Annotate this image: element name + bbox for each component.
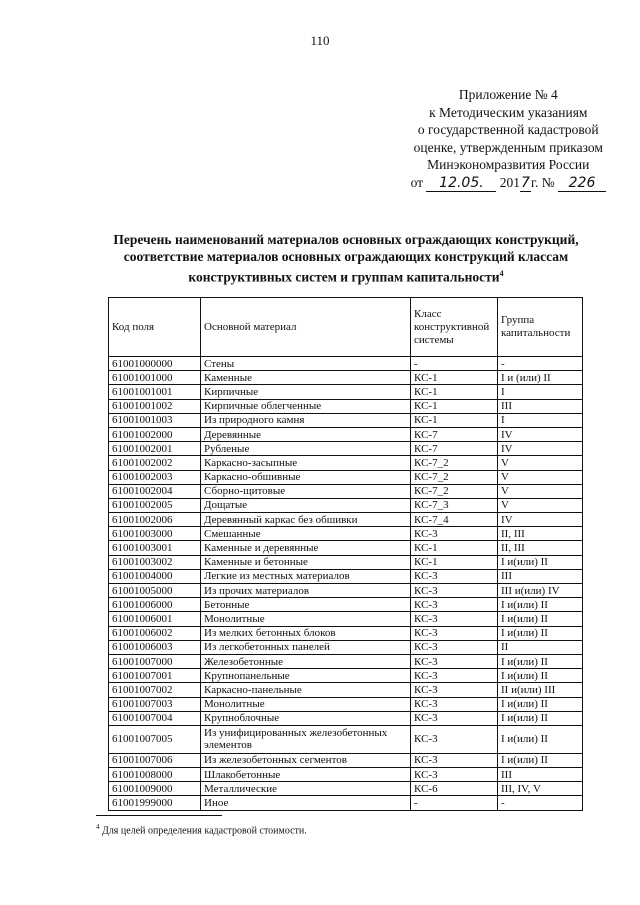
cell-class: КС-1 [411, 555, 498, 569]
cell-class: КС-3 [411, 669, 498, 683]
cell-code: 61001003002 [109, 555, 201, 569]
cell-class: КС-1 [411, 541, 498, 555]
cell-group: III, IV, V [498, 782, 583, 796]
cell-class: КС-3 [411, 527, 498, 541]
table-row [109, 598, 583, 612]
table-row [109, 683, 583, 697]
table-row [109, 640, 583, 654]
footnote-marker: 4 [96, 823, 100, 831]
title-text: Перечень наименований материалов основных ограждающих конструкций, соответствие материалов основных ограждающих конструкций классам конструктивных систем и группам капитальности [113, 232, 579, 285]
handwritten-date: 12.05. [426, 176, 496, 192]
cell-group: V [498, 470, 583, 484]
header-class: Класс конструктивной системы [411, 298, 498, 357]
cell-group: I и(или) II [498, 654, 583, 668]
cell-group: III [498, 569, 583, 583]
cell-code: 61001006001 [109, 612, 201, 626]
cell-material: Сборно-щитовые [201, 484, 411, 498]
number-prefix: г. № [530, 174, 555, 190]
table-row [109, 527, 583, 541]
cell-material: Каркасно-засыпные [201, 456, 411, 470]
cell-group: - [498, 796, 583, 810]
table-row [109, 399, 583, 413]
table-row [109, 711, 583, 725]
table-row [109, 753, 583, 767]
cell-class: КС-7_2 [411, 456, 498, 470]
cell-class: КС-7_2 [411, 484, 498, 498]
cell-code: 61001002004 [109, 484, 201, 498]
cell-code: 61001002005 [109, 498, 201, 512]
cell-material: Железобетонные [201, 654, 411, 668]
cell-code: 61001007006 [109, 753, 201, 767]
materials-table [108, 297, 583, 811]
cell-material: Иное [201, 796, 411, 810]
cell-code: 61001002001 [109, 442, 201, 456]
cell-class: КС-7 [411, 442, 498, 456]
cell-class: КС-3 [411, 768, 498, 782]
cell-code: 61001007004 [109, 711, 201, 725]
cell-material: Смешанные [201, 527, 411, 541]
cell-class: КС-1 [411, 413, 498, 427]
cell-material: Каркасно-обшивные [201, 470, 411, 484]
cell-code: 61001002002 [109, 456, 201, 470]
appendix-line: оценке, утвержденным приказом [413, 139, 603, 155]
handwritten-number: 226 [558, 176, 606, 192]
table-row [109, 697, 583, 711]
cell-material: Из железобетонных сегментов [201, 753, 411, 767]
cell-group: II, III [498, 541, 583, 555]
table-row [109, 413, 583, 427]
cell-material: Рубленые [201, 442, 411, 456]
cell-group: I и(или) II [498, 725, 583, 753]
cell-material: Каменные и деревянные [201, 541, 411, 555]
table-row [109, 371, 583, 385]
cell-class: КС-1 [411, 371, 498, 385]
footnote [96, 823, 307, 836]
cell-class: КС-7_2 [411, 470, 498, 484]
page-number: 110 [310, 33, 330, 48]
cell-group: I и (или) II [498, 371, 583, 385]
table-row [109, 513, 583, 527]
cell-group: I и(или) II [498, 669, 583, 683]
cell-material: Стены [201, 357, 411, 371]
appendix-line: о государственной кадастровой [417, 122, 599, 137]
cell-code: 61001006002 [109, 626, 201, 640]
table-row [109, 357, 583, 371]
cell-class: КС-3 [411, 584, 498, 598]
cell-group: I и(или) II [498, 612, 583, 626]
cell-group: IV [498, 427, 583, 441]
cell-group: I и(или) II [498, 555, 583, 569]
table-row [109, 484, 583, 498]
cell-group: IV [498, 513, 583, 527]
appendix-block [411, 86, 606, 192]
cell-code: 61001001000 [109, 371, 201, 385]
cell-group: I и(или) II [498, 697, 583, 711]
cell-code: 61001006000 [109, 598, 201, 612]
cell-material: Кирпичные [201, 385, 411, 399]
cell-code: 61001001001 [109, 385, 201, 399]
cell-class: КС-3 [411, 569, 498, 583]
table-row [109, 584, 583, 598]
cell-material: Крупноблочные [201, 711, 411, 725]
footnote-text: Для целей определения кадастровой стоимости. [102, 825, 307, 837]
cell-group: III и(или) IV [498, 584, 583, 598]
cell-group: I [498, 413, 583, 427]
cell-group: III [498, 399, 583, 413]
cell-group: I и(или) II [498, 711, 583, 725]
cell-class: КС-3 [411, 683, 498, 697]
cell-class: - [411, 796, 498, 810]
cell-group: I и(или) II [498, 753, 583, 767]
handwritten-year: 7 [521, 174, 530, 191]
table-row [109, 541, 583, 555]
cell-group: I [498, 385, 583, 399]
table-header-row [109, 298, 583, 357]
appendix-line: к Методическим указаниям [429, 104, 588, 120]
cell-class: КС-6 [411, 782, 498, 796]
cell-material: Из унифицированных железобетонных элементов [201, 725, 411, 753]
cell-code: 61001001003 [109, 413, 201, 427]
date-prefix: от [410, 174, 424, 190]
cell-code: 61001007000 [109, 654, 201, 668]
cell-class: КС-7 [411, 427, 498, 441]
cell-code: 61001008000 [109, 768, 201, 782]
table-row [109, 442, 583, 456]
cell-class: КС-3 [411, 626, 498, 640]
cell-class: КС-1 [411, 385, 498, 399]
cell-class: КС-1 [411, 399, 498, 413]
appendix-date-line [411, 174, 606, 192]
cell-class: - [411, 357, 498, 371]
cell-class: КС-3 [411, 654, 498, 668]
document-title [96, 231, 596, 286]
cell-code: 61001007002 [109, 683, 201, 697]
cell-group: IV [498, 442, 583, 456]
table-row [109, 385, 583, 399]
cell-group: I и(или) II [498, 626, 583, 640]
cell-code: 61001002000 [109, 427, 201, 441]
cell-class: КС-3 [411, 612, 498, 626]
cell-class: КС-3 [411, 640, 498, 654]
table-row [109, 555, 583, 569]
table-row [109, 796, 583, 810]
cell-code: 61001003001 [109, 541, 201, 555]
cell-material: Деревянный каркас без обшивки [201, 513, 411, 527]
year-prefix: 201 [499, 174, 521, 190]
cell-code: 61001007001 [109, 669, 201, 683]
cell-material: Каменные [201, 371, 411, 385]
cell-material: Монолитные [201, 697, 411, 711]
header-code: Код поля [109, 298, 201, 357]
cell-material: Деревянные [201, 427, 411, 441]
title-footnote-ref: 4 [499, 269, 504, 278]
cell-group: III [498, 768, 583, 782]
cell-material: Из мелких бетонных блоков [201, 626, 411, 640]
cell-material: Из легкобетонных панелей [201, 640, 411, 654]
table-row [109, 768, 583, 782]
cell-group: II [498, 640, 583, 654]
cell-material: Из природного камня [201, 413, 411, 427]
cell-class: КС-3 [411, 697, 498, 711]
cell-code: 61001006003 [109, 640, 201, 654]
cell-group: V [498, 484, 583, 498]
cell-material: Из прочих материалов [201, 584, 411, 598]
cell-code: 61001009000 [109, 782, 201, 796]
cell-material: Монолитные [201, 612, 411, 626]
table-row [109, 470, 583, 484]
cell-code: 61001002003 [109, 470, 201, 484]
cell-code: 61001007005 [109, 725, 201, 753]
table-row [109, 669, 583, 683]
cell-code: 61001001002 [109, 399, 201, 413]
cell-material: Каркасно-панельные [201, 683, 411, 697]
header-group: Группа капитальности [498, 298, 583, 357]
cell-material: Дощатые [201, 498, 411, 512]
cell-group: - [498, 357, 583, 371]
cell-group: V [498, 498, 583, 512]
cell-class: КС-7_4 [411, 513, 498, 527]
appendix-line: Приложение № 4 [458, 87, 558, 102]
table-row [109, 427, 583, 441]
cell-material: Кирпичные облегченные [201, 399, 411, 413]
table-row [109, 626, 583, 640]
table-row [109, 725, 583, 753]
cell-material: Бетонные [201, 598, 411, 612]
cell-group: V [498, 456, 583, 470]
table-row [109, 498, 583, 512]
table-body [109, 357, 583, 811]
appendix-line: Минэкономразвития России [427, 157, 590, 172]
table-row [109, 782, 583, 796]
footnote-rule [96, 815, 222, 816]
header-material: Основной материал [201, 298, 411, 357]
cell-code: 61001003000 [109, 527, 201, 541]
cell-code: 61001999000 [109, 796, 201, 810]
table-row [109, 612, 583, 626]
cell-material: Крупнопанельные [201, 669, 411, 683]
cell-code: 61001000000 [109, 357, 201, 371]
cell-class: КС-3 [411, 598, 498, 612]
cell-class: КС-3 [411, 711, 498, 725]
cell-group: II и(или) III [498, 683, 583, 697]
cell-group: I и(или) II [498, 598, 583, 612]
cell-material: Легкие из местных материалов [201, 569, 411, 583]
cell-code: 61001005000 [109, 584, 201, 598]
table-row [109, 569, 583, 583]
table-row [109, 456, 583, 470]
cell-class: КС-3 [411, 753, 498, 767]
cell-class: КС-3 [411, 725, 498, 753]
cell-material: Металлические [201, 782, 411, 796]
cell-material: Шлакобетонные [201, 768, 411, 782]
table-row [109, 654, 583, 668]
cell-code: 61001002006 [109, 513, 201, 527]
cell-material: Каменные и бетонные [201, 555, 411, 569]
cell-group: II, III [498, 527, 583, 541]
cell-code: 61001004000 [109, 569, 201, 583]
cell-code: 61001007003 [109, 697, 201, 711]
cell-class: КС-7_3 [411, 498, 498, 512]
